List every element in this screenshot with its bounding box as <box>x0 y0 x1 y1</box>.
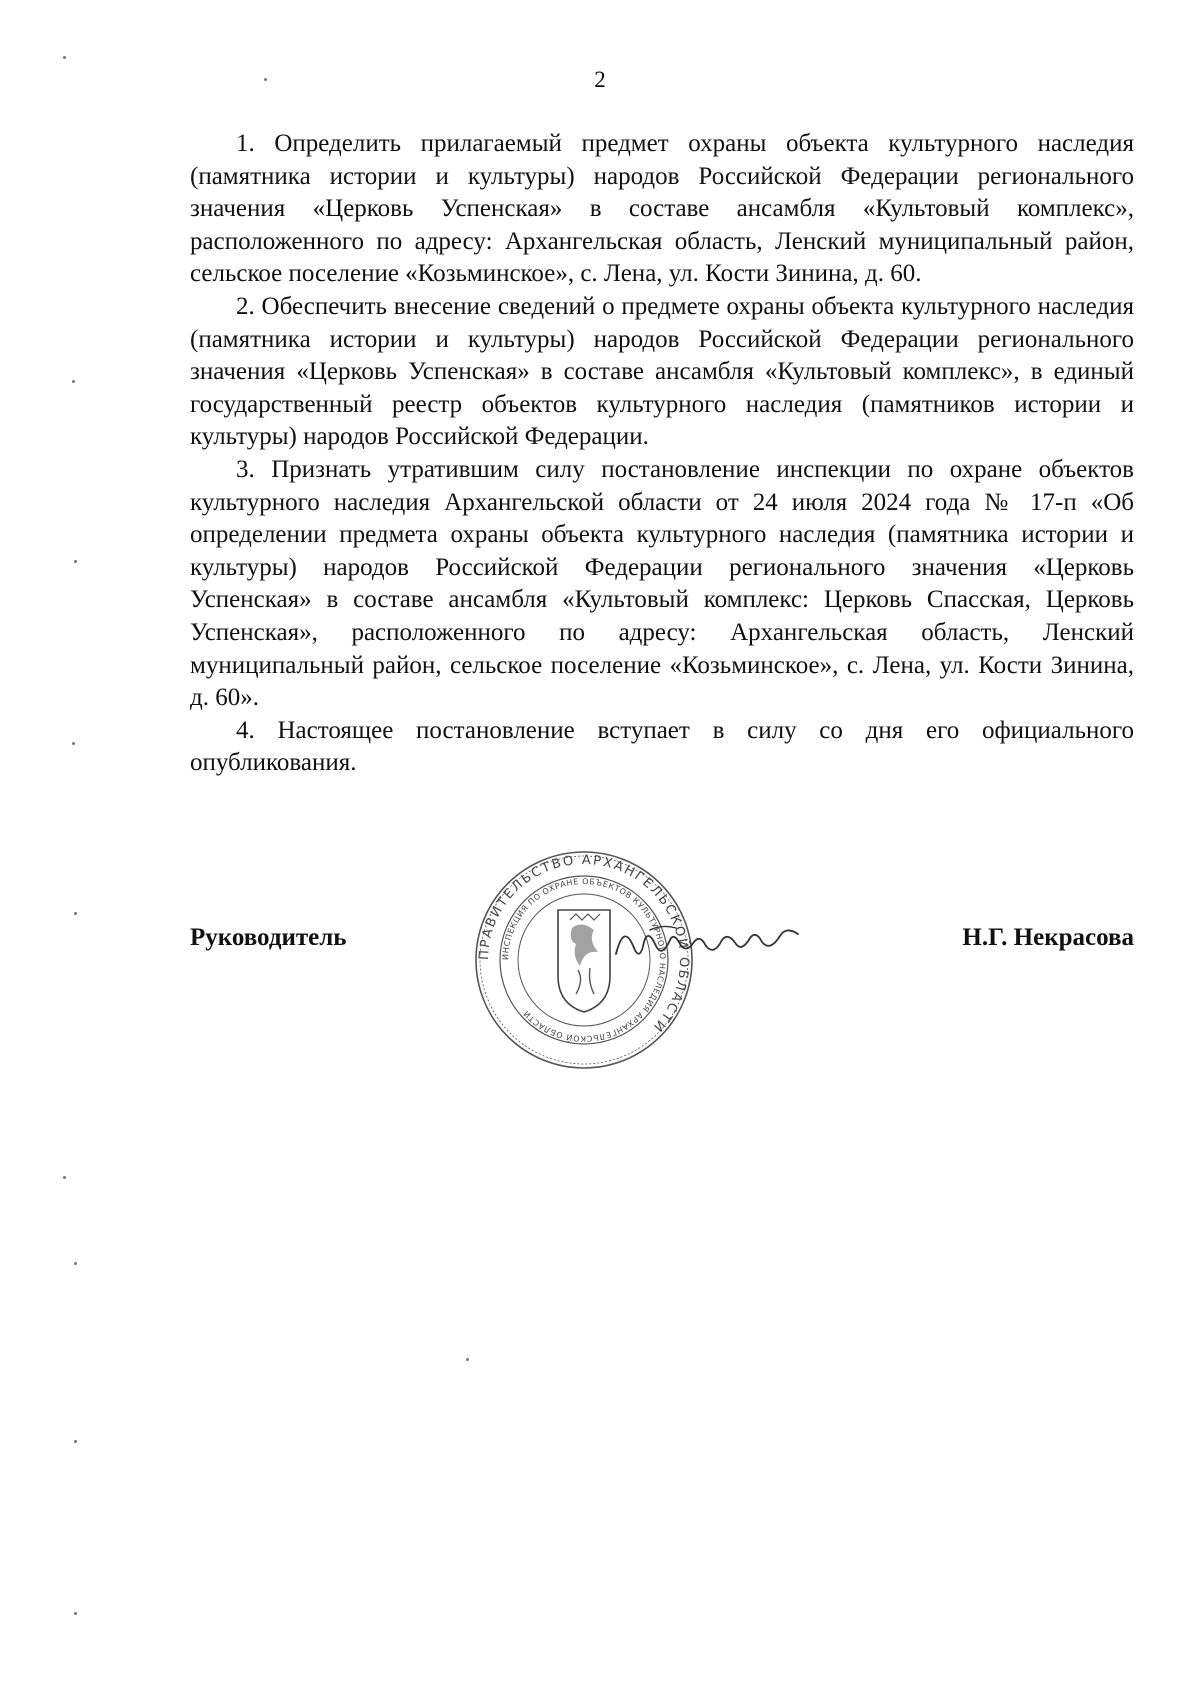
paragraph-4: 4. Настоящее постановление вступает в силу со дня его официального опубликования. <box>190 716 1134 777</box>
scan-speck <box>74 912 77 915</box>
scan-speck <box>72 380 75 383</box>
page-number: 2 <box>594 67 606 92</box>
scan-speck <box>72 742 75 745</box>
paragraph-3: 3. Признать утратившим силу постановление инспекции по охране объектов культурного наследия Архангельской области от 24 июля 2024 года № 17-п «Об определении предмета охраны объекта культурного наследия (памятника истории и культуры) народов Российской Федерации регионального значения «Церковь Успенская» в составе ансамбля «Культовый комплекс: Церковь Спасская, Церковь Успенская», расположенного по адресу: Архангельская область, Ленский муниципальный район, сельское поселение «Козьминское», с. Лена, ул. Кости Зинина, д. 60». <box>190 455 1134 712</box>
scan-speck <box>74 1262 77 1265</box>
signatory-title: Руководитель <box>190 924 347 951</box>
paragraph-1: 1. Определить прилагаемый предмет охраны объекта культурного наследия (памятника истории и культуры) народов Российской Федерации регионального значения «Церковь Успенская» в составе ансамбля «Культовый комплекс», расположенного по адресу: Архангельская область, Ленский муниципальный район, сельское поселение «Козьминское», с. Лена, ул. Кости Зинина, д. 60. <box>190 130 1134 288</box>
scan-speck <box>63 1176 66 1179</box>
document-body <box>190 128 1134 780</box>
seal-inner-text: ИНСПЕКЦИЯ ПО ОХРАНЕ ОБЪЕКТОВ КУЛЬТУРНОГО НАСЛЕДИЯ АРХАНГЕЛЬСКОЙ ОБЛАСТИ <box>500 876 668 1044</box>
scan-speck <box>74 1440 77 1443</box>
scan-speck <box>74 1612 77 1615</box>
scan-speck <box>466 1358 469 1361</box>
signatory-name: Н.Г. Некрасова <box>962 924 1134 951</box>
scan-speck <box>264 78 267 81</box>
seal-outer-text: ПРАВИТЕЛЬСТВО АРХАНГЕЛЬСКОЙ ОБЛАСТИ <box>476 852 692 1036</box>
scan-speck <box>74 560 77 563</box>
paragraph-2: 2. Обеспечить внесение сведений о предмете охраны объекта культурного наследия (памятника истории и культуры) народов Российской Федерации регионального значения «Церковь Успенская» в составе ансамбля «Культовый комплекс», в единый государственный реестр объектов культурного наследия (памятников истории и культуры) народов Российской Федерации. <box>190 292 1134 451</box>
scan-speck <box>63 56 66 59</box>
signature-block <box>190 920 1134 956</box>
